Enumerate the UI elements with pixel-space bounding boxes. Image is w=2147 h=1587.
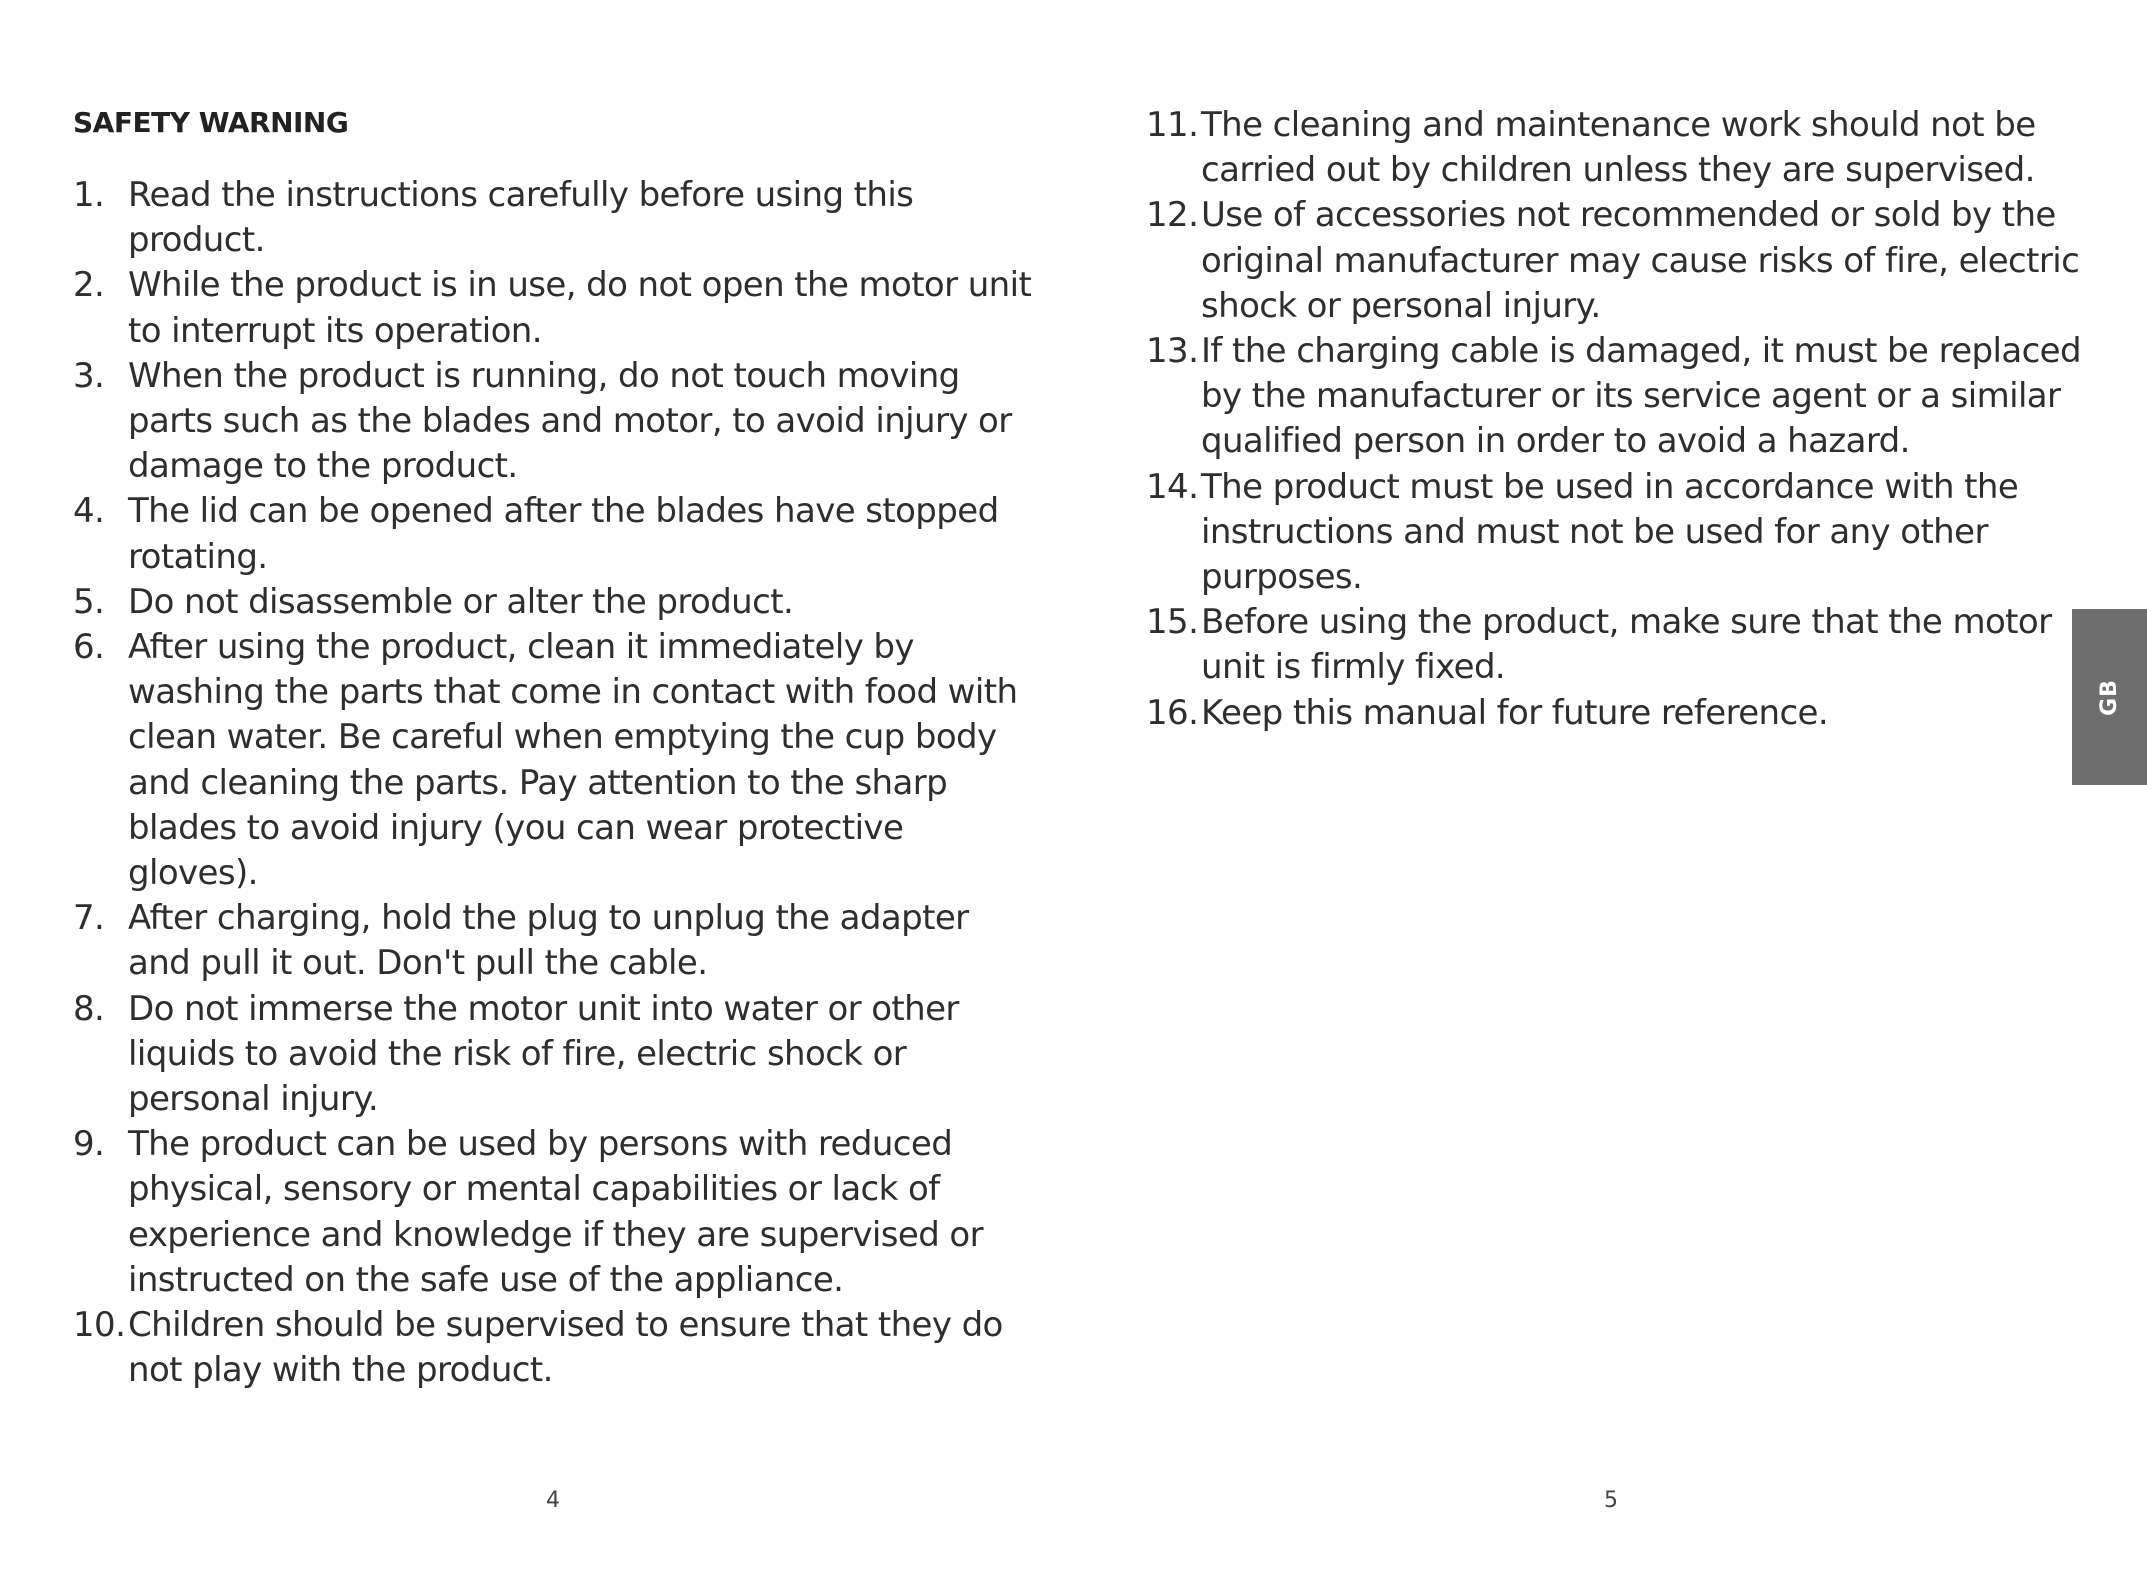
list-item — [73, 1303, 1033, 1393]
item-number: 8. — [73, 988, 105, 1029]
language-tab-label: GB — [2096, 678, 2122, 716]
item-number: 5. — [73, 581, 105, 622]
list-item — [1146, 193, 2106, 329]
page-number: 5 — [1604, 1488, 1618, 1513]
item-text: Before using the product, make sure that the motor unit is firmly fixed. — [1201, 602, 2052, 688]
item-number: 3. — [73, 355, 105, 396]
list-item — [73, 263, 1033, 353]
item-text: If the charging cable is damaged, it must be replaced by the manufacturer or its service agent or a similar qualified person in order to avoid a hazard. — [1201, 331, 2081, 462]
item-number: 9. — [73, 1124, 105, 1165]
item-number: 6. — [73, 627, 105, 668]
list-item — [73, 489, 1033, 579]
list-item — [73, 987, 1033, 1123]
item-number: 1. — [73, 175, 105, 215]
item-number: 15. — [1146, 602, 1199, 643]
item-number: 11. — [1146, 105, 1199, 145]
item-number: 16. — [1146, 692, 1199, 733]
left-page — [0, 0, 1073, 1587]
safety-list-right — [1146, 103, 2106, 736]
list-item — [73, 580, 1033, 625]
item-number: 13. — [1146, 331, 1199, 372]
item-number: 7. — [73, 898, 105, 939]
safety-list-left — [73, 173, 1033, 1393]
item-text: After using the product, clean it immediately by washing the parts that come in contact with food with clean water. Be careful when emptying the cup body and cleaning the parts. Pay attention to the sharp blades to avoid injury (you can wear protective gloves). — [128, 627, 1018, 894]
section-heading: SAFETY WARNING — [73, 106, 349, 139]
list-item — [1146, 600, 2106, 690]
list-item — [73, 625, 1033, 896]
list-item — [1146, 103, 2106, 193]
list-item — [73, 173, 1033, 263]
page-number: 4 — [546, 1488, 560, 1513]
list-item — [1146, 329, 2106, 465]
item-text: Read the instructions carefully before using this product. — [128, 175, 914, 261]
list-item — [1146, 691, 2106, 736]
item-text: Do not immerse the motor unit into water or other liquids to avoid the risk of fire, electric shock or personal injury. — [128, 988, 959, 1120]
item-number: 4. — [73, 491, 105, 532]
item-number: 10. — [73, 1305, 126, 1346]
item-text: Children should be supervised to ensure that they do not play with the product. — [128, 1305, 1003, 1391]
item-text: When the product is running, do not touch moving parts such as the blades and motor, to avoid injury or damage to the product. — [128, 355, 1012, 487]
item-text: The product can be used by persons with reduced physical, sensory or mental capabilities or lack of experience and knowledge if they are supervised or instructed on the safe use of the appliance. — [128, 1124, 983, 1300]
list-item — [73, 1122, 1033, 1303]
item-text: After charging, hold the plug to unplug the adapter and pull it out. Don't pull the cable. — [128, 898, 969, 984]
list-item — [1146, 465, 2106, 601]
item-text: Use of accessories not recommended or sold by the original manufacturer may cause risks of fire, electric shock or personal injury. — [1201, 195, 2080, 326]
item-text: Keep this manual for future reference. — [1201, 692, 1829, 733]
item-number: 2. — [73, 265, 105, 306]
item-text: The product must be used in accordance with the instructions and must not be used for any other purposes. — [1201, 466, 2019, 598]
item-text: While the product is in use, do not open the motor unit to interrupt its operation. — [128, 265, 1032, 351]
list-item — [73, 354, 1033, 490]
item-text: The cleaning and maintenance work should not be carried out by children unless they are supervised. — [1201, 105, 2036, 191]
list-item — [73, 896, 1033, 986]
item-text: Do not disassemble or alter the product. — [128, 581, 794, 622]
item-text: The lid can be opened after the blades have stopped rotating. — [128, 491, 999, 577]
item-number: 12. — [1146, 195, 1199, 236]
language-tab — [2072, 609, 2147, 785]
item-number: 14. — [1146, 466, 1199, 507]
